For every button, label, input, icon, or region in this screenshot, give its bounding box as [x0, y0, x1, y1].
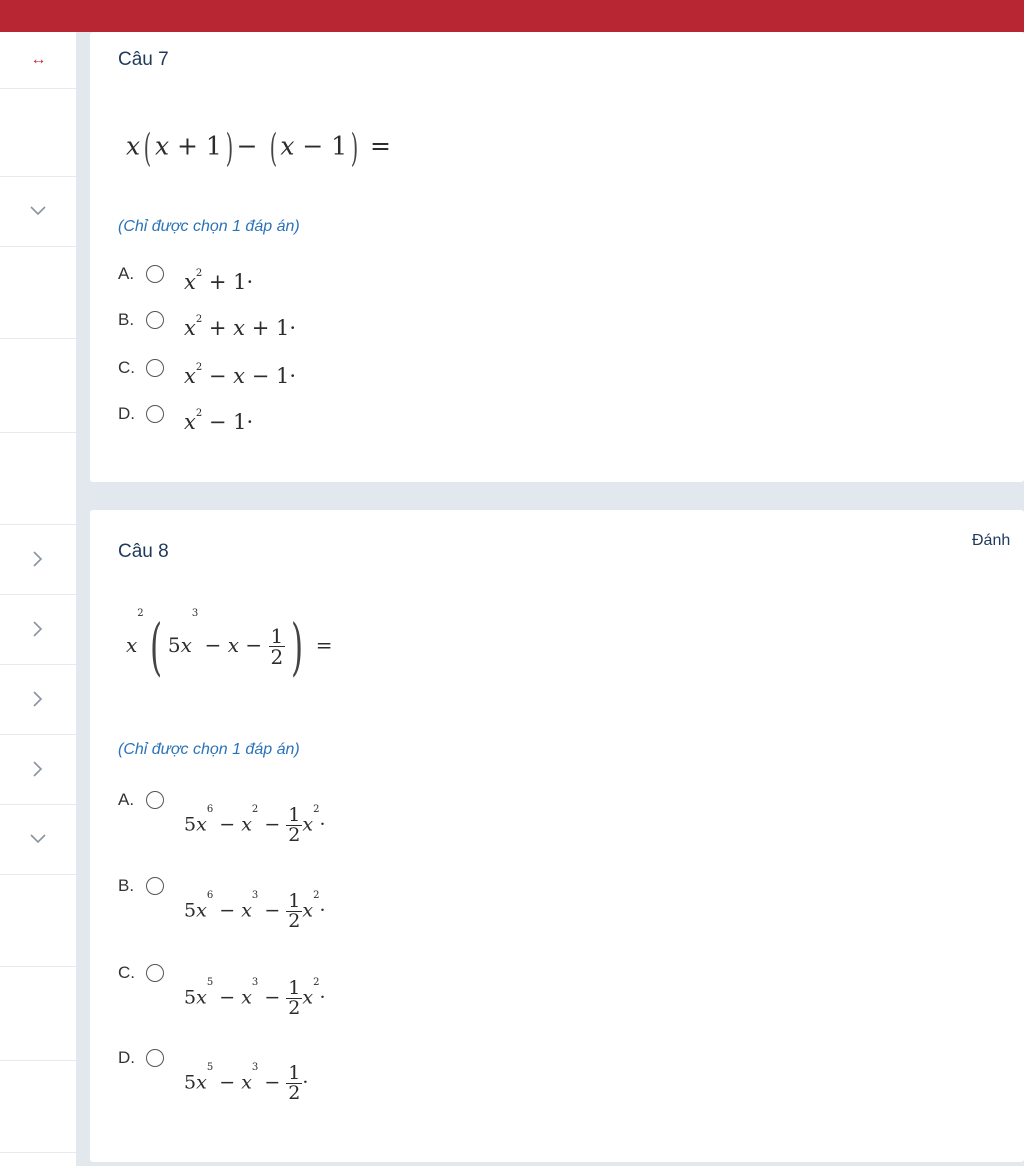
radio-button[interactable] [146, 265, 164, 283]
radio-button[interactable] [146, 359, 164, 377]
option-c[interactable] [118, 963, 518, 1033]
sidebar-row [0, 874, 76, 967]
option-formula: $5x^5 - x^3$ − $\frac{1}{2}$ · [184, 1062, 309, 1104]
radio-button[interactable] [146, 311, 164, 329]
radio-button[interactable] [146, 791, 164, 809]
sidebar-item[interactable] [0, 594, 76, 665]
sidebar [0, 32, 76, 1166]
sidebar-item[interactable] [0, 734, 76, 805]
question-card-8 [90, 510, 1024, 1162]
option-letter: C. [118, 963, 135, 982]
option-formula: $x^2 - 1\cdot$ [184, 408, 254, 434]
option-formula: $x^2 - x - 1\cdot$ [184, 362, 296, 388]
question-formula: x( x + 1) − ( x − 1) = [126, 126, 391, 170]
rate-question-link[interactable]: Đánh [972, 532, 1011, 549]
sidebar-item-expand[interactable] [0, 804, 76, 875]
radio-button[interactable] [146, 964, 164, 982]
option-formula: $5x^5 - x^3$ − $\frac{1}{2}$ $x^2\cdot$ [184, 977, 326, 1019]
question-title: Câu 7 [118, 49, 169, 70]
radio-button[interactable] [146, 1049, 164, 1067]
swap-arrows-icon: ↔ [30, 51, 46, 68]
option-letter: D. [118, 1048, 135, 1067]
radio-button[interactable] [146, 405, 164, 423]
sidebar-row [0, 1060, 76, 1153]
sidebar-row [0, 432, 76, 525]
question-title: Câu 8 [118, 541, 169, 562]
sidebar-item-q8[interactable] [0, 524, 76, 595]
option-c[interactable] [118, 358, 518, 388]
chevron-right-icon [33, 691, 43, 707]
chevron-right-icon [33, 551, 43, 567]
answer-instruction: (Chỉ được chọn 1 đáp án) [118, 741, 300, 758]
option-a[interactable] [118, 264, 518, 294]
option-d[interactable] [118, 404, 518, 434]
option-b[interactable] [118, 310, 518, 340]
answer-instruction: (Chỉ được chọn 1 đáp án) [118, 218, 300, 235]
chevron-down-icon [30, 206, 46, 216]
option-letter: B. [118, 310, 135, 329]
sidebar-toggle[interactable] [0, 32, 76, 89]
option-b[interactable] [118, 876, 518, 946]
option-letter: D. [118, 404, 135, 423]
option-d[interactable] [118, 1048, 518, 1118]
option-formula: $x^2 + 1\cdot$ [184, 268, 254, 294]
option-letter: A. [118, 264, 135, 283]
sidebar-item[interactable] [0, 664, 76, 735]
option-formula: $5x^6 - x^2$ − $\frac{1}{2}$ $x^2\cdot$ [184, 804, 326, 846]
sidebar-item-expand[interactable] [0, 176, 76, 247]
sidebar-row [0, 966, 76, 1061]
chevron-right-icon [33, 621, 43, 637]
option-a[interactable] [118, 790, 518, 860]
question-card-7 [90, 32, 1024, 482]
chevron-down-icon [30, 834, 46, 844]
chevron-right-icon [33, 761, 43, 777]
option-letter: A. [118, 790, 135, 809]
top-bar [0, 0, 1024, 32]
option-formula: $x^2 + x + 1\cdot$ [184, 314, 296, 340]
radio-button[interactable] [146, 877, 164, 895]
option-letter: B. [118, 876, 135, 895]
option-letter: C. [118, 358, 135, 377]
option-formula: $5x^6 - x^3$ − $\frac{1}{2}$ $x^2\cdot$ [184, 890, 326, 932]
question-formula: $x^2$( $5x^3 - x$ − $\frac{1}{2}$ ) = [126, 608, 333, 683]
sidebar-row [0, 338, 76, 433]
sidebar-row [0, 246, 76, 339]
sidebar-row [0, 88, 76, 177]
